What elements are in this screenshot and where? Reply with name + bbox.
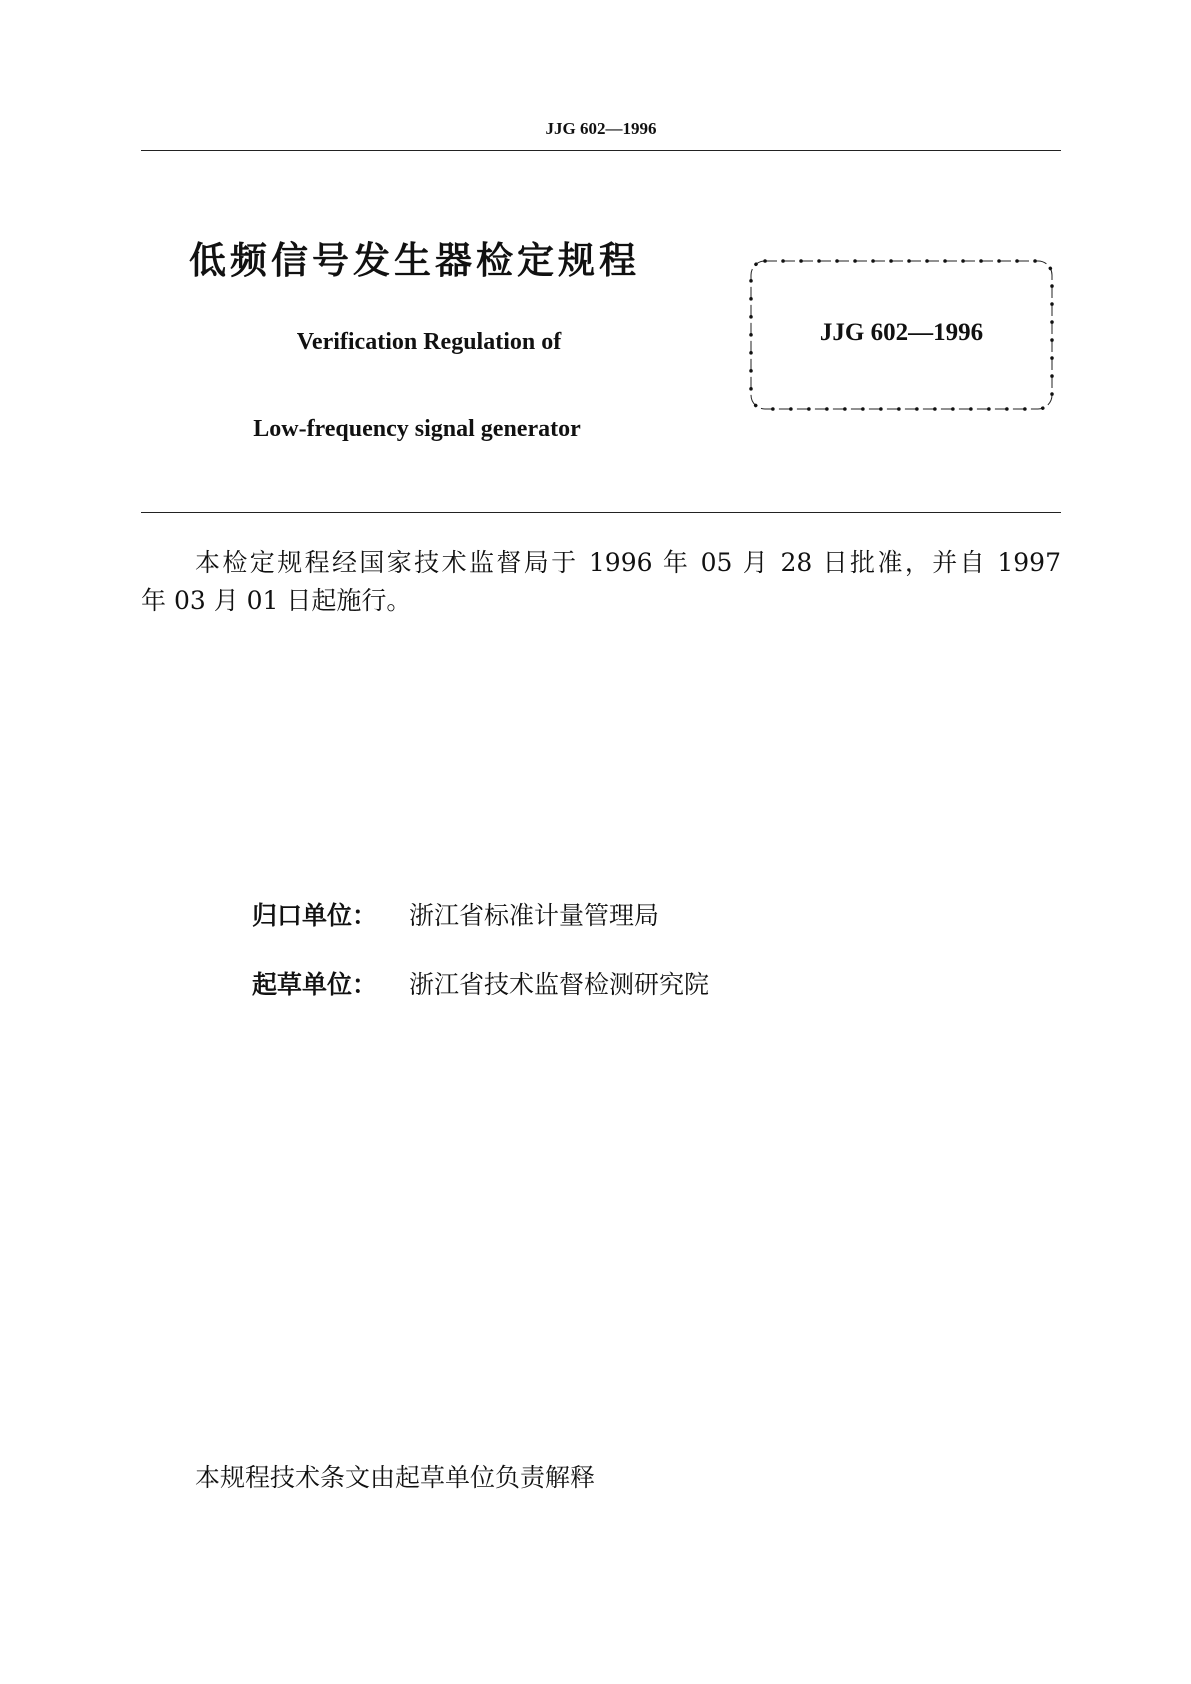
interpretation-note: 本规程技术条文由起草单位负责解释 [195,1463,596,1492]
standard-code: JJG 602—1996 [819,319,984,346]
approval-text-line-2: 年 03 月 01 日起施行。 [141,586,412,615]
section-rule [141,512,1061,513]
drafting-unit-row [252,965,709,1001]
title-chinese: 低频信号发生器检定规程 [189,239,640,282]
responsible-unit-row [252,896,659,932]
title-english-line-1: Verification Regulation of [296,329,562,355]
drafting-unit-value: 浙江省技术监督检测研究院 [409,970,710,999]
approval-text-line-1: 本检定规程经国家技术监督局于 1996 年 05 月 28 日批准，并自 1997 [195,548,1061,577]
header-rule [141,150,1061,151]
drafting-unit-label: 起草单位： [252,970,378,999]
title-english-line-2: Low-frequency signal generator [253,416,581,442]
running-header-code: JJG 602—1996 [545,119,657,138]
responsible-unit-value: 浙江省标准计量管理局 [409,901,660,930]
responsible-unit-label: 归口单位： [252,901,378,930]
standard-code-frame [747,257,1056,417]
